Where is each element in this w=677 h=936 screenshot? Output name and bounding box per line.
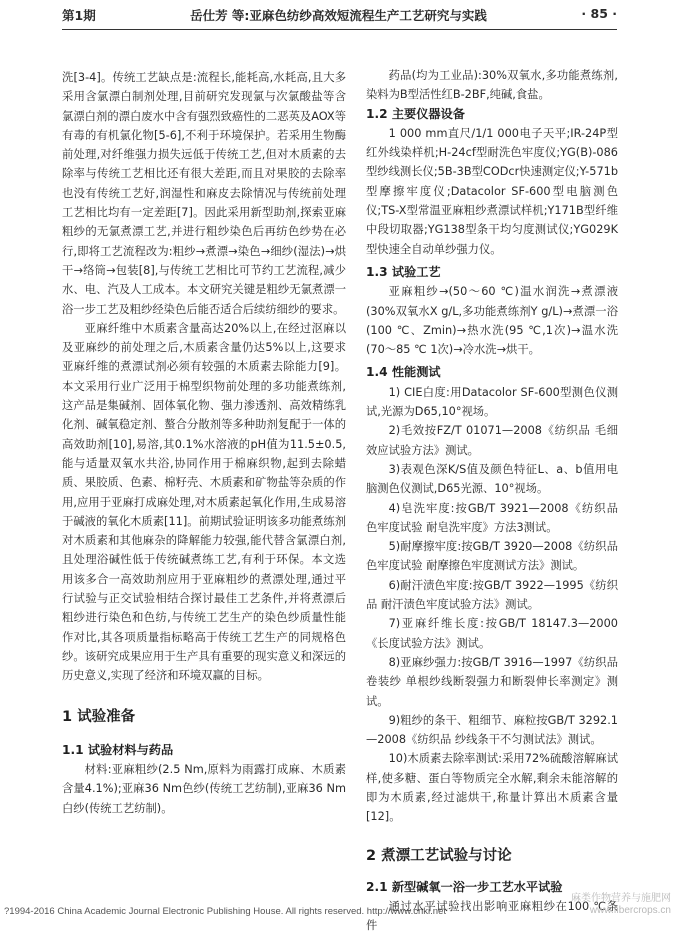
subsection-heading: 1.2 主要仪器设备 — [366, 106, 465, 121]
test-item: 7)亚麻纤维长度:按GB/T 18147.3—2000《长度试验方法》测试。 — [366, 617, 618, 650]
watermark-line: 麻类作物营养与施肥网 — [571, 893, 671, 904]
watermark-line: www.fibercrops.cn — [589, 905, 671, 916]
right-column — [366, 66, 618, 936]
test-item: 9)粗纱的条干、粗细节、麻粒按GB/T 3292.1—2008《纺织品 纱线条干不匀测试法》测试。 — [366, 713, 618, 747]
test-item: 8)亚麻纱强力:按GB/T 3916—1997《纺织品 卷装纱 单根纱线断裂强力和断裂伸长率测定》测试。 — [366, 655, 618, 708]
test-item: 3)表观色深K/S值及颜色特征L、a、b值用电脑测色仪测试,D65光源、10°视场。 — [366, 462, 618, 496]
test-item: 2)毛效按FZ/T 01071—2008《纺织品 毛细效应试验方法》测试。 — [366, 424, 618, 457]
paragraph: 亚麻纤维中木质素含量高达20%以上,在经过沤麻以及亚麻纱的前处理之后,木质素含量仍达5%以上,这要求亚麻纤维的煮漂试剂必须有较强的木质素去除能力[9]。本文采用行业广泛用于棉型织物前处理的多功能煮练剂,这产品是集碱剂、固体氧化物、强力渗透剂、高效精练乳化剂、碱氧稳定剂、螯合分散剂等多种助剂复配于一体的高效助剂[10],易溶,其0.1%水溶液的pH值为11.5±0.5,能与适量双氧水共浴,协同作用于棉麻织物,起到去除蜡质、果胶质、色素、棉籽壳、木质素和矿物盐等杂质的作用,应用于亚麻打成麻处理,对木质素起氧化作用,生成易溶于碱液的氧化木质素[11]。前期试验证明该多功能煮练剂对木质素和其他麻杂的降解能力较强,能代替含氯漂白剂,且处理浴碱性低于传统碱煮练工艺,有利于环保。本文选用该多合一高效助剂应用于亚麻粗纱的煮漂处理,通过平行试验与正交试验相结合探讨最佳工艺条件,并将煮漂后粗纱进行染色和色纺,与传统工艺生产的染色纱质量性能作对比,其各项质量指标略高于传统工艺生产的同规格色纱。该研究成果应用于生产具有重要的现实意义和深远的历史意义,实现了经济和环境双赢的目标。 — [62, 321, 346, 683]
test-item: 10)木质素去除率测试:采用72%硫酸溶解麻试样,使多糖、蛋白等物质完全水解,剩余未能溶解的即为木质素,经过滤烘干,称量计算出木质素含量[12]。 — [366, 752, 618, 824]
subsection-heading: 2.1 新型碱氧一浴一步工艺水平试验 — [366, 879, 563, 894]
header-rule — [62, 29, 617, 30]
test-item: 1) CIE白度:用Datacolor SF-600型测色仪测试,光源为D65,10°视场。 — [366, 385, 618, 419]
page-number: · 85 · — [581, 6, 617, 21]
paragraph: 材料:亚麻粗纱(2.5 Nm,原料为雨露打成麻、木质素含量4.1%);亚麻36 Nm色纱(传统工艺纺制),亚麻36 Nm白纱(传统工艺纺制)。 — [62, 763, 346, 815]
section-heading: 1 试验准备 — [62, 708, 136, 725]
issue-number: 第1期 — [62, 8, 96, 23]
process-paragraph: 亚麻粗纱→(50～60 ℃)温水润洗→煮漂液(30%双氧水X g/L,多功能煮练剂Y g/L)→煮漂一浴(100 ℃、Zmin)→热水洗(95 ℃,1次)→温水洗(70～85 ℃ 1次)→冷水洗→烘干。 — [366, 285, 618, 357]
paragraph: 洗[3-4]。传统工艺缺点是:流程长,能耗高,水耗高,且大多采用含氯漂白制剂处理,目前研究发现氯与次氯酸盐等含氯漂白剂的漂白废水中含有强烈致癌性的二恶英及AOX等有毒的有机氯化物[5-6],不利于环境保护。若采用生物酶前处理,对纤维强力损失远低于传统工艺,但对木质素的去除率与传统工艺相比还有很大差距,而且对果胶的去除率也没有传统工艺好,润湿性和麻皮去除情况与传统前处理工艺相比均有一定差距[7]。因此采用新型助剂,探索亚麻粗纱的无氯煮漂工艺,并进行粗纱染色后再纺色纱势在必行,即将工艺流程改为:粗纱→煮漂→染色→细纱(湿法)→烘干→络筒→包装[8],与传统工艺相比可节约工艺流程,减少水、电、汽及人工成本。本文研究关键是粗纱无氯煮漂一浴一步工艺及粗纱经染色后能否适合后续纺细纱的要求。 — [62, 71, 346, 316]
equipment-paragraph: 1 000 mm直尺/1/1 000电子天平;IR-24P型红外线染样机;H-24cf型耐洗色牢度仪;YG(B)-086型纱线测长仪;5B-3B型CODcr快速测定仪;Y-571b型摩擦牢度仪;Datacolor SF-600型电脑测色仪;TS-X型常温亚麻粗纱煮漂试样机;Y171B型纤维中段切取器;YG138型条干均匀度测试仪;YG029K型快速全自动单纱强力仪。 — [366, 126, 618, 256]
subsection-heading: 1.3 试验工艺 — [366, 264, 441, 279]
subsection-heading: 1.1 试验材料与药品 — [62, 742, 174, 757]
left-column — [62, 68, 346, 818]
test-item: 6)耐汗渍色牢度:按GB/T 3922—1995《纺织品 耐汗渍色牢度试验方法》测试。 — [366, 578, 618, 612]
section-heading: 2 煮漂工艺试验与讨论 — [366, 847, 512, 864]
subsection-heading: 1.4 性能测试 — [366, 365, 441, 380]
copyright-footer: ?1994-2016 China Academic Journal Electronic Publishing House. All rights reserved. http://www.cnki.net — [4, 906, 446, 917]
test-item: 4)皂洗牢度:按GB/T 3921—2008《纺织品 色牢度试验 耐皂洗牢度》方法3测试。 — [366, 501, 618, 534]
site-watermark — [571, 893, 671, 917]
paragraph: 通过水平试验找出影响亚麻粗纱在100 ℃条件 — [366, 900, 618, 933]
paragraph: 药品(均为工业品):30%双氧水,多功能煮练剂,染料为B型活性红B-2BF,纯碱,食盐。 — [366, 69, 618, 102]
test-item: 5)耐摩擦牢度:按GB/T 3920—2008《纺织品 色牢度试验 耐摩擦色牢度测试方法》测试。 — [366, 540, 618, 573]
running-title: 岳仕芳 等:亚麻色纺纱高效短流程生产工艺研究与实践 — [190, 8, 487, 23]
